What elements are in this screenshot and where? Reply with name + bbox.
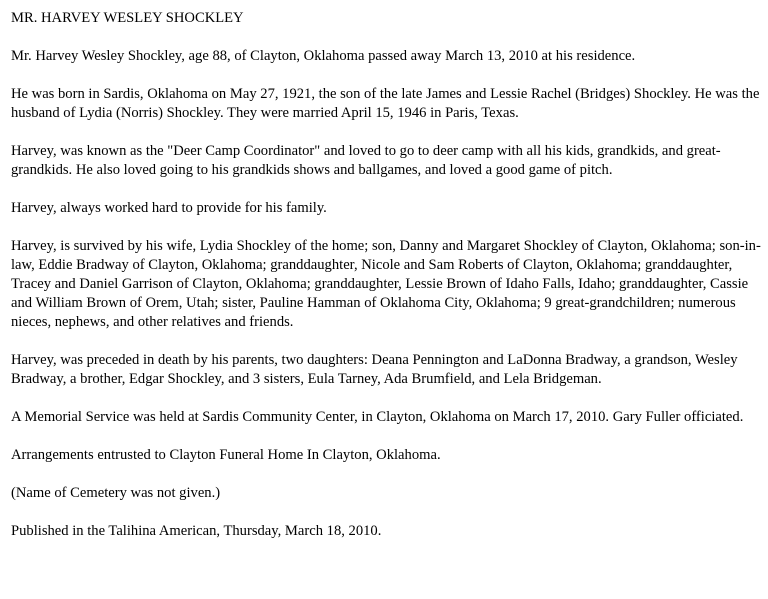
paragraph-birth-marriage: He was born in Sardis, Oklahoma on May 27, 1921, the son of the late James and Lessie Rachel (Bridges) Shockley. He was the husband of Lydia (Norris) Shockley. They were married April 15, 1946 in Paris, Texas. — [11, 86, 760, 121]
obituary-title: MR. HARVEY WESLEY SHOCKLEY — [11, 10, 244, 26]
paragraph-survivors: Harvey, is survived by his wife, Lydia Shockley of the home; son, Danny and Margaret Shockley of Clayton, Oklahoma; son-in-law, Eddie Bradway of Clayton, Oklahoma; granddaughter, Nicole and Sam Roberts of Clayton, Oklahoma; granddaughter, Tracey and Daniel Garrison of Clayton, Oklahoma; granddaughter, Lessie Brown of Idaho Falls, Idaho; granddaughter, Cassie and William Brown of Orem, Utah; sister, Pauline Hamman of Oklahoma City, Oklahoma; 9 great-grandchildren; numerous nieces, nephews, and other relatives and friends. — [11, 238, 761, 330]
paragraph-preceded-in-death: Harvey, was preceded in death by his parents, two daughters: Deana Pennington and LaDonna Bradway, a grandson, Wesley Bradway, a brother, Edgar Shockley, and 3 sisters, Eula Tarney, Ada Brumfield, and Lela Bridgeman. — [11, 352, 738, 387]
obituary-document — [11, 9, 763, 541]
paragraph-hobbies: Harvey, was known as the "Deer Camp Coordinator" and loved to go to deer camp with all his kids, grandkids, and great-grandkids. He also loved going to his grandkids shows and ballgames, and loved a good game of pitch. — [11, 143, 721, 178]
paragraph-memorial-service: A Memorial Service was held at Sardis Community Center, in Clayton, Oklahoma on March 17, 2010. Gary Fuller officiated. — [11, 409, 744, 425]
paragraph-work-ethic: Harvey, always worked hard to provide for his family. — [11, 200, 327, 216]
paragraph-arrangements: Arrangements entrusted to Clayton Funeral Home In Clayton, Oklahoma. — [11, 447, 441, 463]
paragraph-cemetery-note: (Name of Cemetery was not given.) — [11, 485, 221, 501]
paragraph-death-notice: Mr. Harvey Wesley Shockley, age 88, of Clayton, Oklahoma passed away March 13, 2010 at his residence. — [11, 48, 636, 64]
paragraph-publication: Published in the Talihina American, Thursday, March 18, 2010. — [11, 523, 382, 539]
